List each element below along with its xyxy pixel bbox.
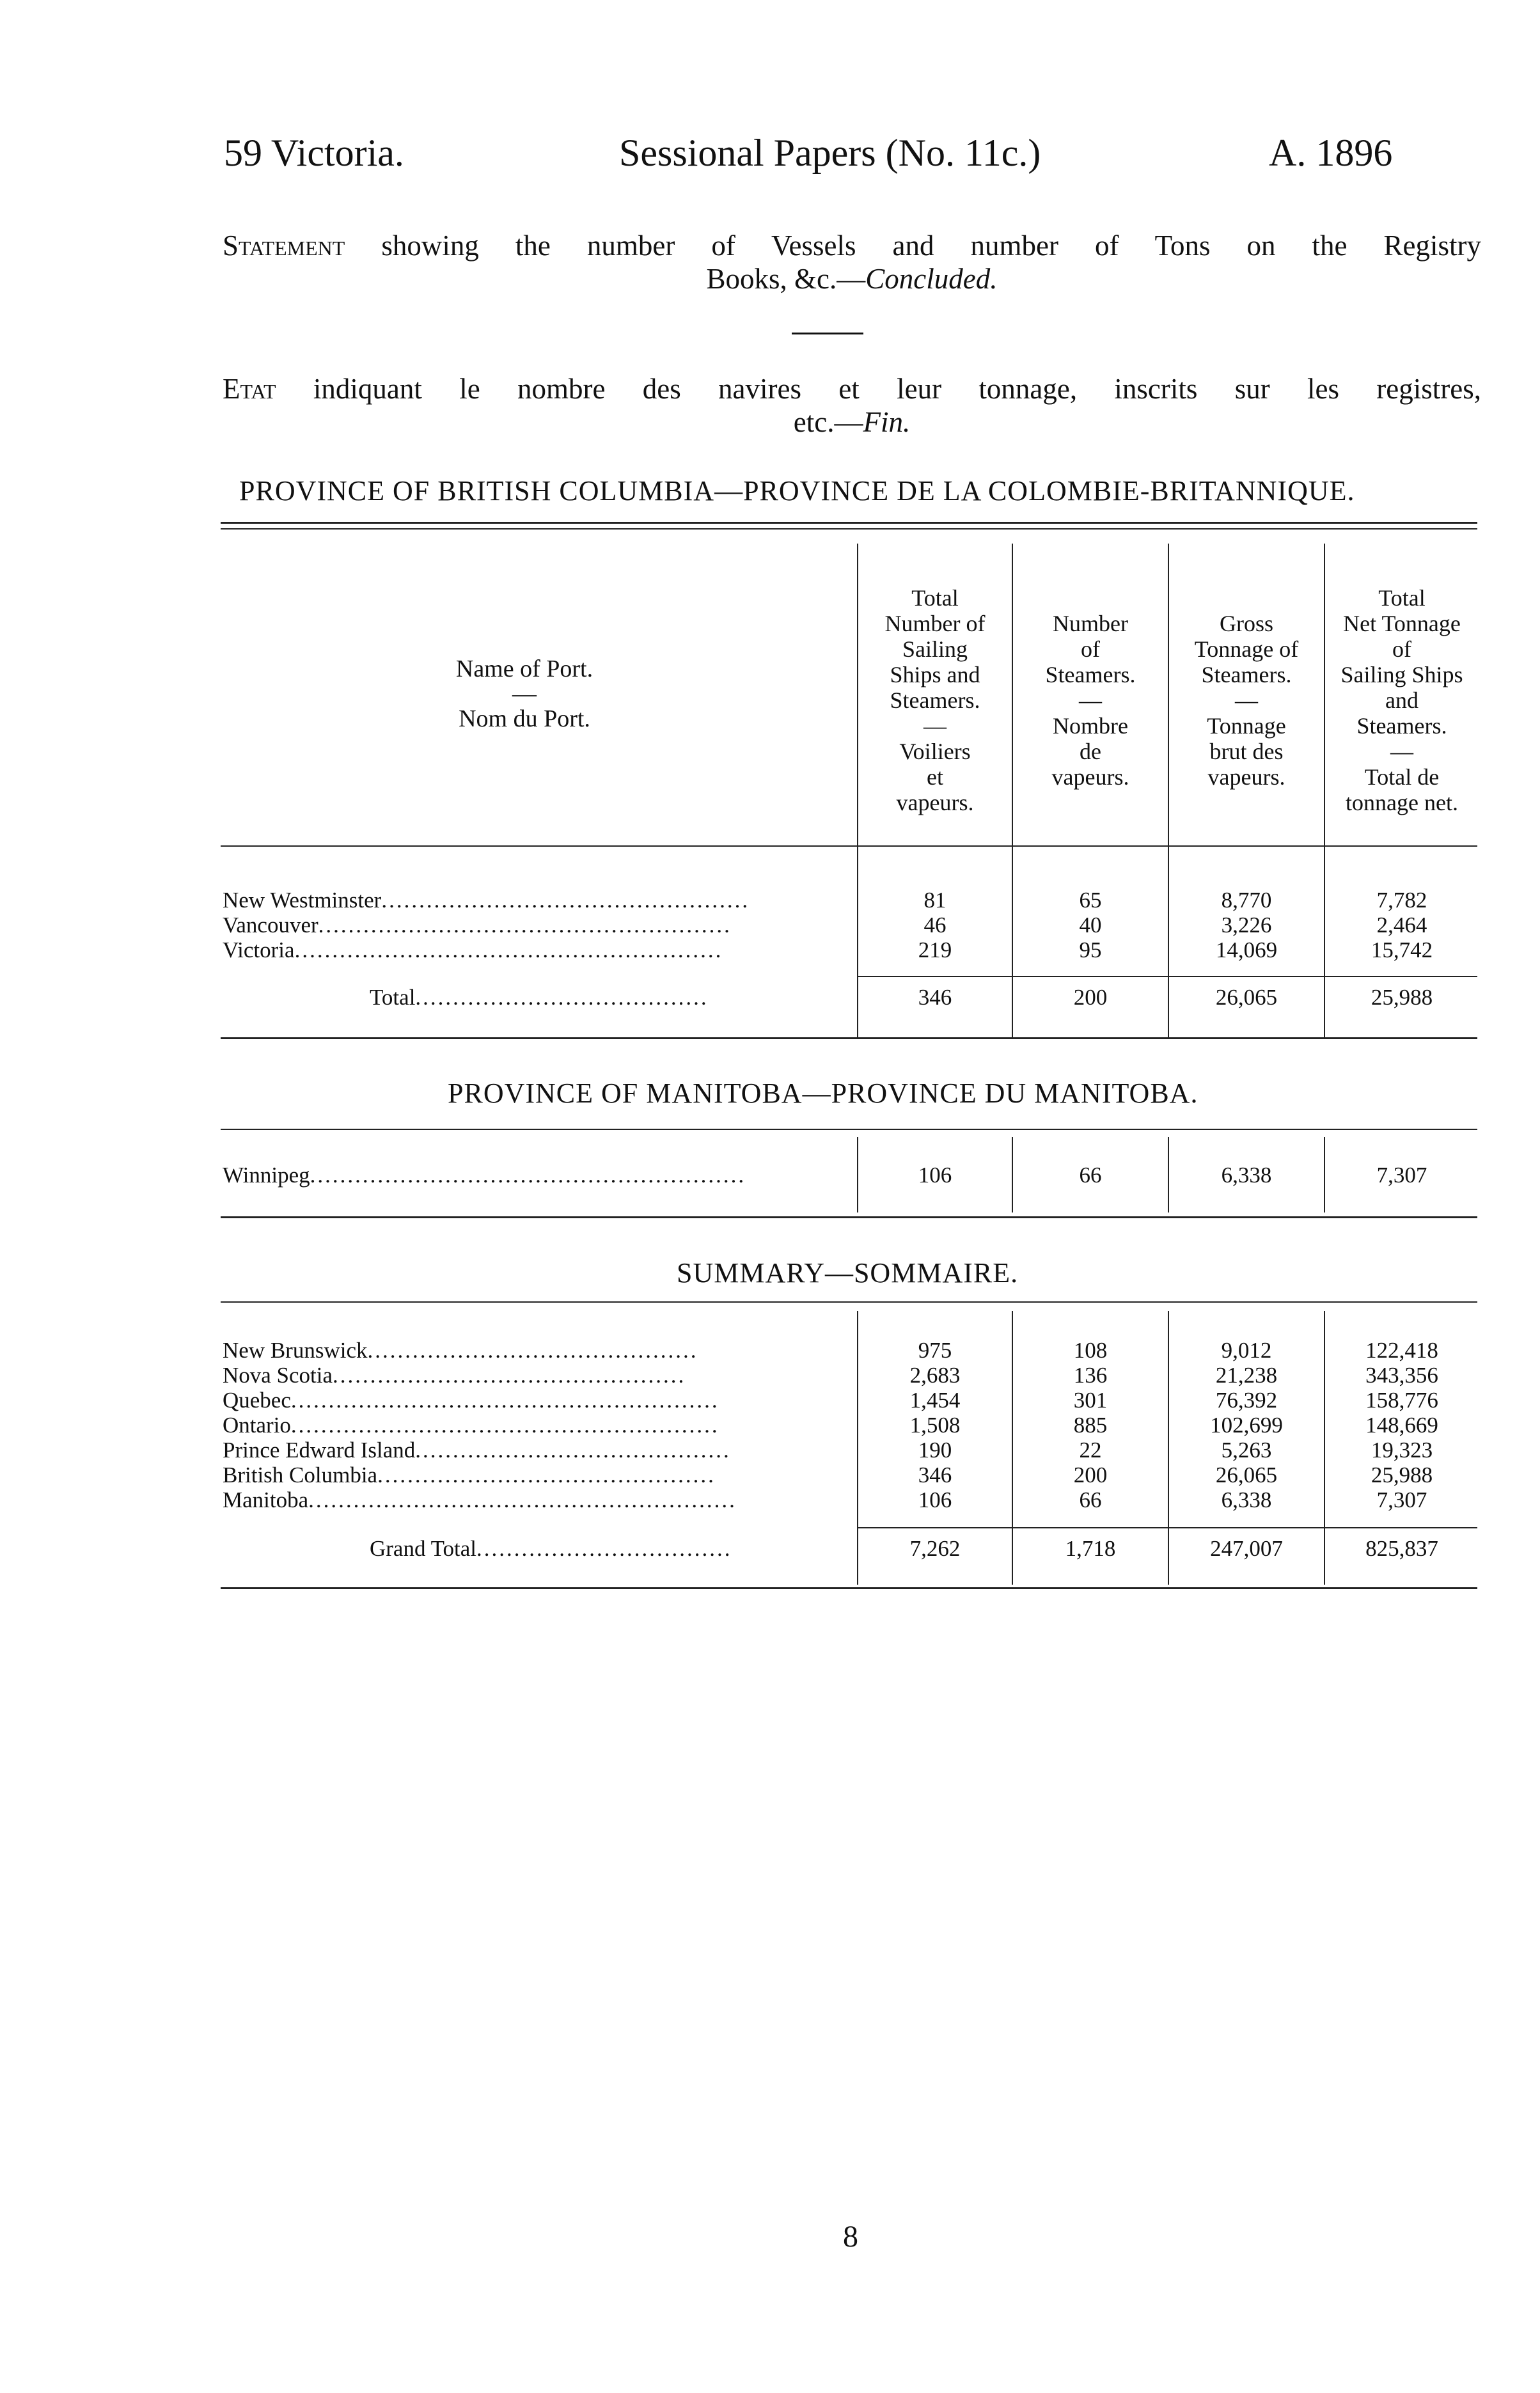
cell-sailing: 2,683 (909, 1363, 961, 1388)
leader-dots: ......................................................... (308, 1487, 737, 1512)
section-end-rule (221, 1037, 1477, 1039)
statement-french-line2: etc.—Fin. (793, 406, 911, 438)
cell-gross: 5,263 (1221, 1438, 1272, 1463)
total-gross: 26,065 (1215, 985, 1278, 1010)
grand-total-rule (858, 1527, 1477, 1528)
cell-net: 148,669 (1365, 1413, 1438, 1438)
cell-net: 25,988 (1371, 1463, 1433, 1487)
cell-gross: 21,238 (1215, 1363, 1278, 1388)
cell-net: 7,782 (1376, 888, 1427, 913)
cell-net: 19,323 (1371, 1438, 1433, 1463)
table-row: Ontario......................................................... (223, 1413, 719, 1438)
cell-steamers: 40 (1079, 913, 1102, 938)
page-number: 8 (843, 2220, 858, 2254)
cell-net: 15,742 (1371, 938, 1433, 962)
grand-total-steamers: 1,718 (1065, 1536, 1116, 1561)
table-row: New Westminster................................................. (223, 888, 750, 913)
cell-sailing: 219 (918, 938, 952, 962)
table-row: Quebec......................................................... (223, 1388, 719, 1413)
leader-dots: .......................................... (415, 1438, 731, 1463)
table-top-rule-inner (221, 528, 1477, 530)
cell-steamers: 22 (1079, 1438, 1102, 1463)
cell-net: 343,356 (1365, 1363, 1438, 1388)
cell-steamers: 885 (1073, 1413, 1108, 1438)
cell-gross: 6,338 (1221, 1487, 1272, 1512)
statement-english-line2: Books, &c.—Concluded. (706, 263, 998, 295)
cell-gross: 3,226 (1221, 913, 1272, 938)
subtotal-rule (858, 976, 1477, 977)
grand-total-net: 825,837 (1365, 1536, 1438, 1561)
cell-gross: 26,065 (1215, 1463, 1278, 1487)
cell-steamers: 66 (1079, 1487, 1102, 1512)
cell-sailing: 1,508 (909, 1413, 961, 1438)
cell-gross: 6,338 (1221, 1163, 1272, 1188)
section-title-manitoba: PROVINCE OF MANITOBA—PROVINCE DU MANITOBA. (448, 1078, 1198, 1109)
cell-net: 158,776 (1365, 1388, 1438, 1413)
cell-sailing: 106 (918, 1487, 952, 1512)
table-row: New Brunswick............................................ (223, 1338, 698, 1363)
cell-steamers: 301 (1073, 1388, 1108, 1413)
manitoba-end-rule (221, 1216, 1477, 1218)
leader-dots: ....................................... (415, 985, 709, 1010)
grand-total-row: Grand Total.................................. (370, 1536, 732, 1561)
cell-steamers: 136 (1073, 1363, 1108, 1388)
running-header (0, 131, 1540, 189)
cell-net: 7,307 (1376, 1163, 1427, 1188)
statement-english (223, 229, 1481, 295)
statement-french (223, 372, 1481, 439)
cell-gross: 9,012 (1221, 1338, 1272, 1363)
grand-total-sailing: 7,262 (909, 1536, 961, 1561)
manitoba-top-rule (221, 1129, 1477, 1130)
cell-sailing: 190 (918, 1438, 952, 1463)
short-divider (792, 333, 863, 334)
column-header-name: Name of Port. — Nom du Port. (455, 655, 593, 732)
column-header-net-tonnage: Total Net Tonnage of Sailing Ships and Steamers. — Total de tonnage net. (1340, 585, 1463, 815)
summary-top-rule (221, 1301, 1477, 1303)
cell-sailing: 106 (918, 1163, 952, 1188)
cell-gross: 8,770 (1221, 888, 1272, 913)
cell-gross: 102,699 (1210, 1413, 1283, 1438)
cell-steamers: 108 (1073, 1338, 1108, 1363)
total-net: 25,988 (1371, 985, 1433, 1010)
total-steamers: 200 (1073, 985, 1108, 1010)
cell-sailing: 1,454 (909, 1388, 961, 1413)
cell-steamers: 65 (1079, 888, 1102, 913)
column-header-sailing: Total Number of Sailing Ships and Steamers. — Voiliers et vapeurs. (884, 585, 986, 815)
table-row: Winnipeg.......................................................... (223, 1163, 746, 1188)
statement-english-line1: Statement showing the number of Vessels and number of Tons on the Registry (223, 230, 1482, 262)
header-center: Sessional Papers (No. 11c.) (619, 132, 1041, 174)
leader-dots: .......................................................... (310, 1163, 746, 1188)
table-row: British Columbia............................................. (223, 1463, 716, 1487)
leader-dots: ......................................................... (290, 1388, 719, 1413)
leader-dots: ............................................. (377, 1463, 716, 1487)
cell-sailing: 81 (923, 888, 947, 913)
cell-net: 122,418 (1365, 1338, 1438, 1363)
cell-sailing: 975 (918, 1338, 952, 1363)
total-row: Total....................................... (370, 985, 709, 1010)
table-row: Manitoba......................................................... (223, 1487, 737, 1512)
header-left: 59 Victoria. (224, 132, 404, 174)
table-top-rule (221, 522, 1477, 524)
leader-dots: ............................................... (333, 1363, 686, 1388)
cell-steamers: 95 (1079, 938, 1102, 962)
grand-total-gross: 247,007 (1210, 1536, 1283, 1561)
leader-dots: ......................................................... (290, 1413, 719, 1438)
total-sailing: 346 (918, 985, 952, 1010)
cell-net: 7,307 (1376, 1487, 1427, 1512)
leader-dots: ......................................................... (294, 938, 723, 962)
section-title-summary: SUMMARY—SOMMAIRE. (677, 1257, 1019, 1289)
table-row: Vancouver....................................................... (223, 913, 732, 938)
etat-lead: Etat (223, 373, 276, 405)
cell-net: 2,464 (1376, 913, 1427, 938)
table-row: Victoria......................................................... (223, 938, 723, 962)
header-bottom-rule (221, 845, 1477, 847)
column-header-steamers: Number of Steamers. — Nombre de vapeurs. (1045, 611, 1136, 790)
cell-sailing: 346 (918, 1463, 952, 1487)
leader-dots: ............................................ (367, 1338, 698, 1363)
section-title-british-columbia: PROVINCE OF BRITISH COLUMBIA—PROVINCE DE LA COLOMBIE-BRITANNIQUE. (239, 475, 1355, 506)
header-right: A. 1896 (1269, 132, 1393, 174)
statement-french-line1: Etat indiquant le nombre des navires et leur tonnage, inscrits sur les registres, (223, 373, 1481, 405)
cell-gross: 76,392 (1215, 1388, 1278, 1413)
table-bottom-rule (221, 1587, 1477, 1589)
statement-lead: Statement (223, 230, 345, 262)
cell-sailing: 46 (923, 913, 947, 938)
table-row: Nova Scotia............................................... (223, 1363, 686, 1388)
cell-steamers: 66 (1079, 1163, 1102, 1188)
leader-dots: ....................................................... (318, 913, 732, 938)
column-header-gross-tonnage: Gross Tonnage of Steamers. — Tonnage brut des vapeurs. (1194, 611, 1299, 790)
cell-steamers: 200 (1073, 1463, 1108, 1487)
leader-dots: .................................. (476, 1536, 732, 1561)
leader-dots: ................................................. (381, 888, 750, 913)
table-row: Prince Edward Island.......................................... (223, 1438, 731, 1463)
cell-gross: 14,069 (1215, 938, 1278, 962)
